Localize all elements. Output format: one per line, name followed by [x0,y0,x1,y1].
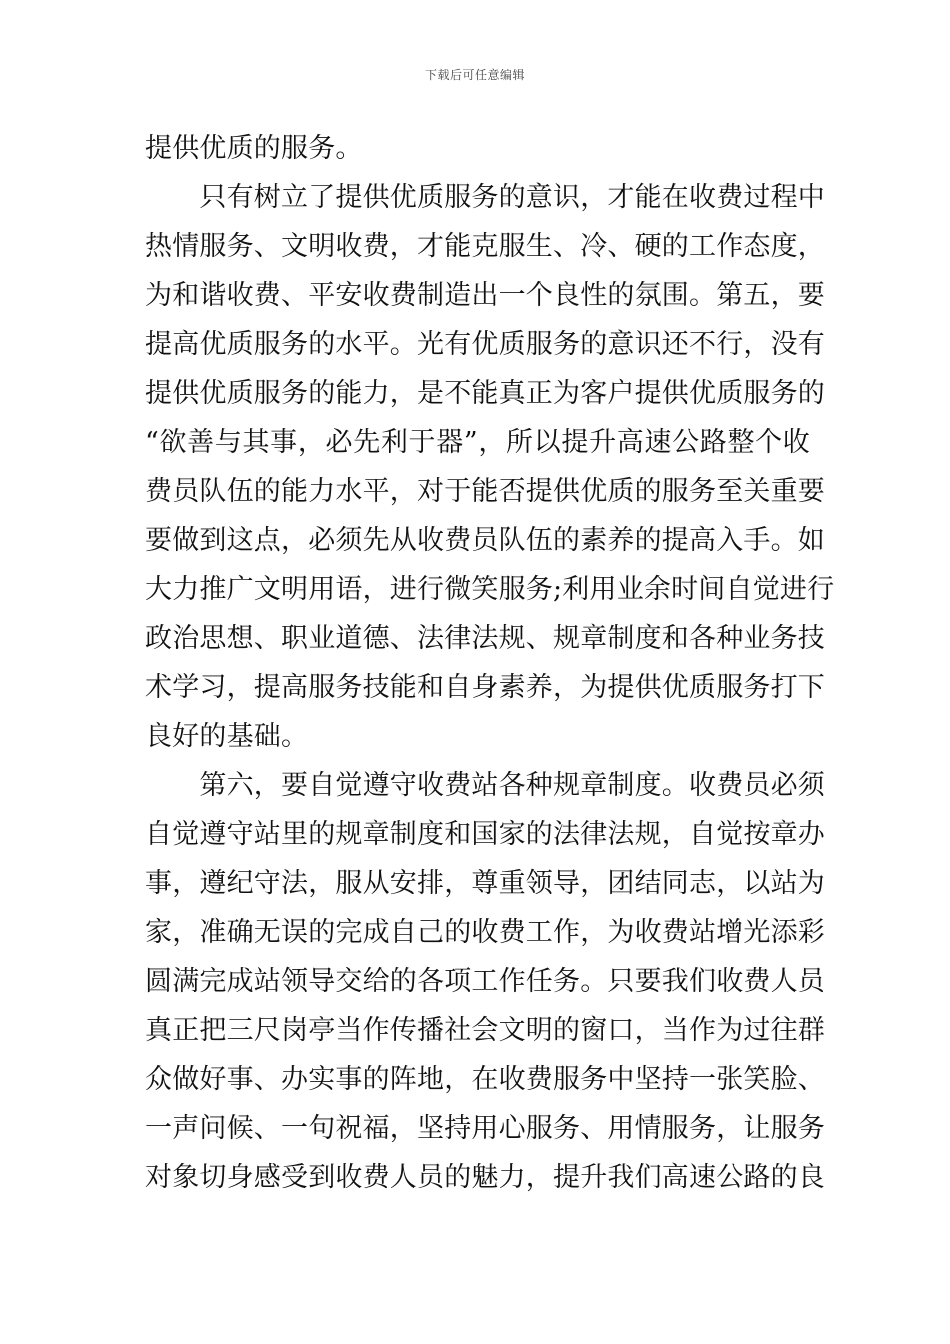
text-line: 众做好事、办实事的阵地，在收费服务中坚持一张笑脸、 [145,1064,825,1095]
text-line: 大力推广文明用语，进行微笑服务;利用业余时间自觉进行 [145,574,835,605]
text-line: “欲善与其事，必先利于器”，所以提升高速公路整个收 [145,427,810,458]
text-line: 要做到这点，必须先从收费员队伍的素养的提高入手。如 [145,525,825,556]
text-line: 家，准确无误的完成自己的收费工作，为收费站增光添彩 [145,917,825,948]
text-line: 一声问候、一句祝福，坚持用心服务、用情服务，让服务 [145,1113,825,1144]
text-line: 政治思想、职业道德、法律法规、规章制度和各种业务技 [145,623,825,654]
text-line: 术学习，提高服务技能和自身素养，为提供优质服务打下 [145,672,825,703]
text-line: 提高优质服务的水平。光有优质服务的意识还不行，没有 [145,329,825,360]
text-line: 只有树立了提供优质服务的意识，才能在收费过程中 [145,182,825,213]
text-line: 良好的基础。 [145,721,309,752]
header-note: 下载后可任意编辑 [424,68,525,82]
text-line: 真正把三尺岗亭当作传播社会文明的窗口，当作为过往群 [145,1015,825,1046]
text-line: 圆满完成站领导交给的各项工作任务。只要我们收费人员 [145,966,825,997]
text-line: 提供优质服务的能力，是不能真正为客户提供优质服务的 [145,378,825,409]
text-line: 热情服务、文明收费，才能克服生、冷、硬的工作态度， [145,231,825,262]
text-line: 费员队伍的能力水平，对于能否提供优质的服务至关重要 [145,476,825,507]
text-line: 为和谐收费、平安收费制造出一个良性的氛围。第五，要 [145,280,825,311]
document-body [145,124,835,1202]
text-line: 事，遵纪守法，服从安排，尊重领导，团结同志，以站为 [145,868,825,899]
text-line: 对象切身感受到收费人员的魅力，提升我们高速公路的良 [145,1162,825,1193]
text-line: 第六，要自觉遵守收费站各种规章制度。收费员必须 [145,770,825,801]
text-line: 自觉遵守站里的规章制度和国家的法律法规，自觉按章办 [145,819,825,850]
text-line: 提供优质的服务。 [145,133,363,164]
